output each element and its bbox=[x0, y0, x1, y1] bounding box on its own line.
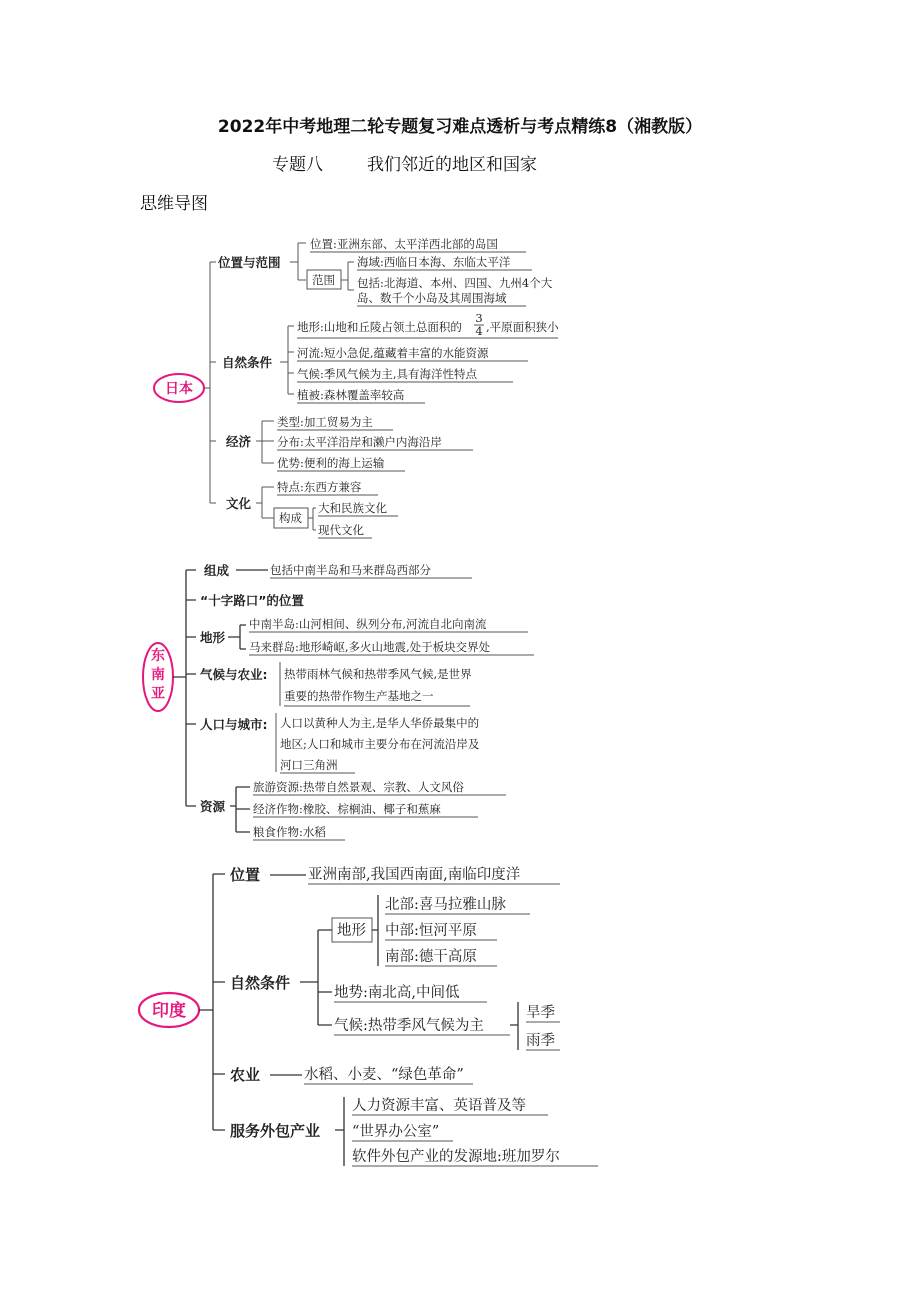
india-map bbox=[139, 865, 598, 1166]
sea-climate-line2: 重要的热带作物生产基地之一 bbox=[284, 689, 434, 703]
southeast-asia-map bbox=[143, 563, 534, 840]
japan-scope-label: 范围 bbox=[312, 273, 335, 287]
india-position-value: 亚洲南部,我国西南面,南临印度洋 bbox=[308, 867, 521, 883]
sea-malay: 马来群岛:地形崎岖,多火山地震,处于板块交界处 bbox=[249, 640, 491, 654]
india-middle: 中部:恒河平原 bbox=[385, 923, 477, 939]
sea-root-char-1: 东 bbox=[151, 648, 165, 664]
sea-branch-composition: 组成 bbox=[204, 563, 230, 578]
section-heading: 思维导图 bbox=[140, 194, 208, 214]
sea-root-char-2: 南 bbox=[151, 667, 165, 683]
japan-branch-location: 位置与范围 bbox=[218, 255, 281, 270]
japan-branch-culture: 文化 bbox=[226, 496, 252, 511]
topic-name: 我们邻近的地区和国家 bbox=[367, 155, 537, 175]
topic-number: 专题八 bbox=[272, 155, 323, 175]
sea-population-line3: 河口三角洲 bbox=[280, 758, 338, 772]
india-outsourcing-item3: 软件外包产业的发源地:班加罗尔 bbox=[352, 1149, 560, 1165]
document-title: 2022年中考地理二轮专题复习难点透析与考点精练8（湘教版） bbox=[217, 117, 703, 137]
sea-indochina: 中南半岛:山河相间、纵列分布,河流自北向南流 bbox=[249, 617, 487, 631]
japan-branch-nature: 自然条件 bbox=[222, 355, 273, 370]
sea-branch-terrain: 地形 bbox=[200, 630, 226, 645]
sea-branch-climate: 气候与农业: bbox=[200, 667, 268, 682]
japan-map bbox=[154, 237, 559, 538]
japan-terrain-suffix: ,平原面积狭小 bbox=[486, 320, 559, 334]
sea-branch-crossroad: “十字路口”的位置 bbox=[200, 593, 304, 608]
japan-include-2: 岛、数千个小岛及其周围海域 bbox=[357, 291, 507, 305]
japan-river: 河流:短小急促,蕴藏着丰富的水能资源 bbox=[297, 346, 489, 360]
india-branch-nature: 自然条件 bbox=[230, 974, 291, 992]
japan-yamato: 大和民族文化 bbox=[318, 501, 387, 515]
sea-root-char-3: 亚 bbox=[151, 686, 165, 702]
japan-econ-distribution: 分布:太平洋沿岸和濑户内海沿岸 bbox=[277, 435, 442, 449]
japan-climate: 气候:季风气候为主,具有海洋性特点 bbox=[297, 367, 478, 381]
sea-branch-population: 人口与城市: bbox=[200, 717, 268, 732]
sea-grain: 粮食作物:水稻 bbox=[253, 825, 326, 839]
japan-composition-label: 构成 bbox=[279, 511, 302, 525]
india-dry-season: 旱季 bbox=[526, 1005, 555, 1021]
japan-include-1: 包括:北海道、本州、四国、九州4个大 bbox=[357, 276, 553, 290]
india-south: 南部:德干高原 bbox=[385, 949, 477, 965]
india-climate: 气候:热带季风气候为主 bbox=[334, 1018, 484, 1034]
japan-branch-economy: 经济 bbox=[226, 434, 252, 449]
japan-frac-num: 3 bbox=[475, 311, 483, 325]
india-branch-outsourcing: 服务外包产业 bbox=[230, 1122, 321, 1140]
japan-econ-type: 类型:加工贸易为主 bbox=[277, 415, 373, 429]
india-branch-position: 位置 bbox=[230, 866, 261, 884]
japan-trunk bbox=[204, 262, 216, 503]
japan-terrain-prefix: 地形:山地和丘陵占领土总面积的 bbox=[297, 320, 462, 334]
india-root-label: 印度 bbox=[152, 1001, 186, 1021]
japan-root-label: 日本 bbox=[165, 381, 193, 397]
sea-composition-value: 包括中南半岛和马来群岛西部分 bbox=[270, 563, 431, 577]
sea-population-line2: 地区;人口和城市主要分布在河流沿岸及 bbox=[280, 737, 480, 751]
japan-sea: 海域:西临日本海、东临太平洋 bbox=[357, 255, 511, 269]
india-branch-agriculture: 农业 bbox=[230, 1066, 261, 1084]
india-outsourcing-item2: “世界办公室” bbox=[352, 1124, 440, 1140]
india-slope: 地势:南北高,中间低 bbox=[334, 985, 460, 1001]
japan-culture-feature: 特点:东西方兼容 bbox=[277, 480, 362, 494]
japan-econ-advantage: 优势:便利的海上运输 bbox=[277, 456, 385, 470]
sea-cash-crops: 经济作物:橡胶、棕榈油、椰子和蕉麻 bbox=[253, 802, 441, 816]
sea-branch-resources: 资源 bbox=[200, 799, 226, 814]
india-terrain-label: 地形 bbox=[337, 923, 366, 939]
india-north: 北部:喜马拉雅山脉 bbox=[385, 897, 506, 913]
sea-tourism: 旅游资源:热带自然景观、宗教、人文风俗 bbox=[253, 780, 464, 794]
india-wet-season: 雨季 bbox=[526, 1033, 555, 1049]
sea-climate-line1: 热带雨林气候和热带季风气候,是世界 bbox=[284, 667, 472, 681]
japan-modern: 现代文化 bbox=[318, 523, 364, 537]
india-outsourcing-item1: 人力资源丰富、英语普及等 bbox=[352, 1098, 526, 1114]
sea-trunk bbox=[173, 570, 196, 806]
japan-frac-den: 4 bbox=[475, 324, 483, 338]
india-agriculture-value: 水稻、小麦、“绿色革命” bbox=[304, 1067, 464, 1083]
japan-position: 位置:亚洲东部、太平洋西北部的岛国 bbox=[310, 237, 498, 251]
japan-vegetation: 植被:森林覆盖率较高 bbox=[297, 388, 405, 402]
japan-location-bracket bbox=[290, 243, 306, 280]
sea-population-line1: 人口以黄种人为主,是华人华侨最集中的 bbox=[280, 716, 480, 730]
india-trunk bbox=[199, 874, 225, 1130]
